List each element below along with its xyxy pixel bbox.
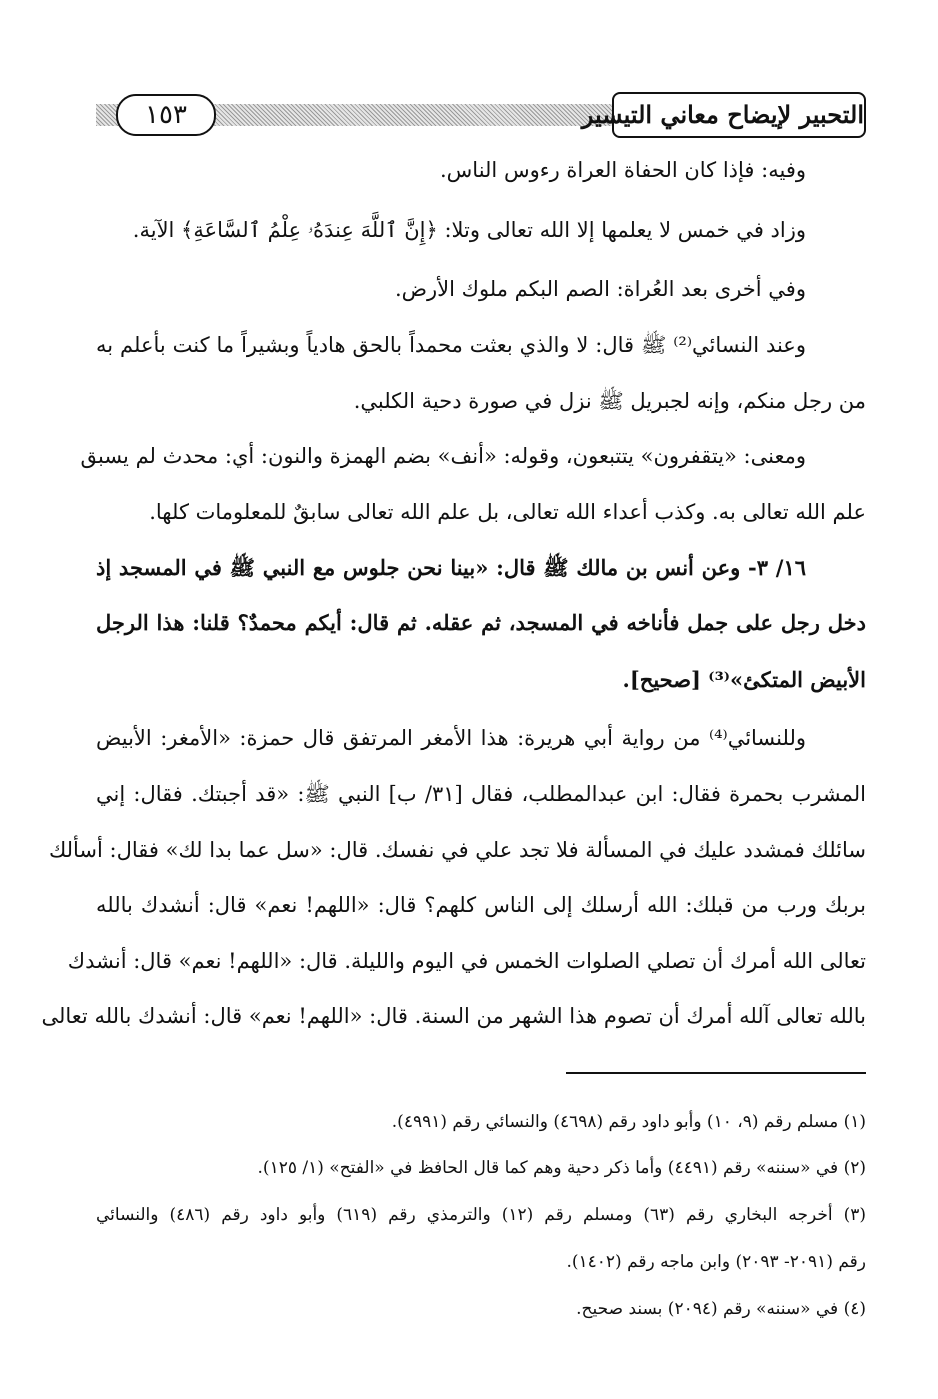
hadith-line: الأبيض المتكئ»⁽³⁾ [صحيح].: [622, 667, 866, 692]
footnote-1: (١) مسلم رقم (٩، ١٠) وأبو داود رقم (٤٦٩٨) والنسائي رقم (٤٩٩١).: [391, 1112, 866, 1132]
text-line: تعالى الله أمرك أن تصلي الصلوات الخمس في اليوم والليلة. قال: «اللهم! نعم» قال: أنشدك: [67, 949, 866, 973]
text-line: بالله تعالى آلله أمرك أن تصوم هذا الشهر من السنة. قال: «اللهم! نعم» قال: أنشدك بالله تعالى: [41, 1004, 866, 1028]
text-line: وفيه: فإذا كان الحفاة العراة رءوس الناس.: [439, 158, 806, 182]
text-line: المشرب بحمرة فقال: ابن عبدالمطلب، فقال [٣١/ ب] النبي ﷺ: «قد أجبتك. فقال: إني: [96, 782, 867, 806]
text-line: وزاد في خمس لا يعلمها إلا الله تعالى وتلا: ﴿إِنَّ ٱللَّهَ عِندَهُۥ عِلْمُ ٱلسَّاعَةِ﴾ الآية.: [132, 218, 806, 242]
text-line: وعند النسائي⁽²⁾ ﷺ قال: لا والذي بعثت محمداً بالحق هادياً وبشيراً ما كنت بأعلم به: [96, 333, 806, 357]
text-line: وللنسائي⁽⁴⁾ من رواية أبي هريرة: هذا الأمغر المرتفق قال حمزة: «الأمغر: الأبيض: [96, 726, 806, 750]
footnote-3-continued: رقم (٢٠٩١- ٢٠٩٣) وابن ماجه رقم (١٤٠٢).: [566, 1252, 866, 1272]
hadith-line: ١٦/ ٣- وعن أنس بن مالك ﷺ قال: «بينا نحن جلوس مع النبي ﷺ في المسجد إذ: [96, 555, 807, 580]
text-line: ومعنى: «يتقفرون» يتتبعون، وقوله: «أنف» بضم الهمزة والنون: أي: محدث لم يسبق: [80, 444, 806, 468]
text-line: من رجل منكم، وإنه لجبريل ﷺ نزل في صورة دحية الكلبي.: [353, 389, 866, 413]
footnote-divider: [566, 1072, 866, 1074]
page-number: ١٥٣: [116, 94, 216, 136]
text-line: سائلك فمشدد عليك في المسألة فلا تجد علي في نفسك. قال: «سل عما بدا لك» فقال: أسألك: [48, 838, 866, 862]
hadith-line: دخل رجل على جمل فأناخه في المسجد، ثم عقله. ثم قال: أيكم محمدٌ؟ قلنا: هذا الرجل: [96, 610, 866, 635]
text-line: وفي أخرى بعد العُراة: الصم البكم ملوك الأرض.: [394, 277, 806, 301]
footnote-4: (٤) في «سننه» رقم (٢٠٩٤) بسند صحيح.: [576, 1299, 866, 1319]
text-line: علم الله تعالى به. وكذب أعداء الله تعالى، بل علم الله تعالى سابقٌ للمعلومات كلها.: [149, 500, 866, 524]
footnote-2: (٢) في «سننه» رقم (٤٤٩١) وأما ذكر دحية وهم كما قال الحافظ في «الفتح» (١/ ١٢٥).: [257, 1158, 866, 1178]
footnote-3: (٣) أخرجه البخاري رقم (٦٣) ومسلم رقم (١٢) والترمذي رقم (٦١٩) وأبو داود رقم (٤٨٦) والنسائي: [96, 1205, 866, 1225]
book-title: التحبير لإيضاح معاني التيسير: [612, 92, 866, 138]
text-line: بربك ورب من قبلك: الله أرسلك إلى الناس كلهم؟ قال: «اللهم! نعم» قال: أنشدك بالله: [96, 893, 866, 917]
page-header: [96, 92, 866, 140]
